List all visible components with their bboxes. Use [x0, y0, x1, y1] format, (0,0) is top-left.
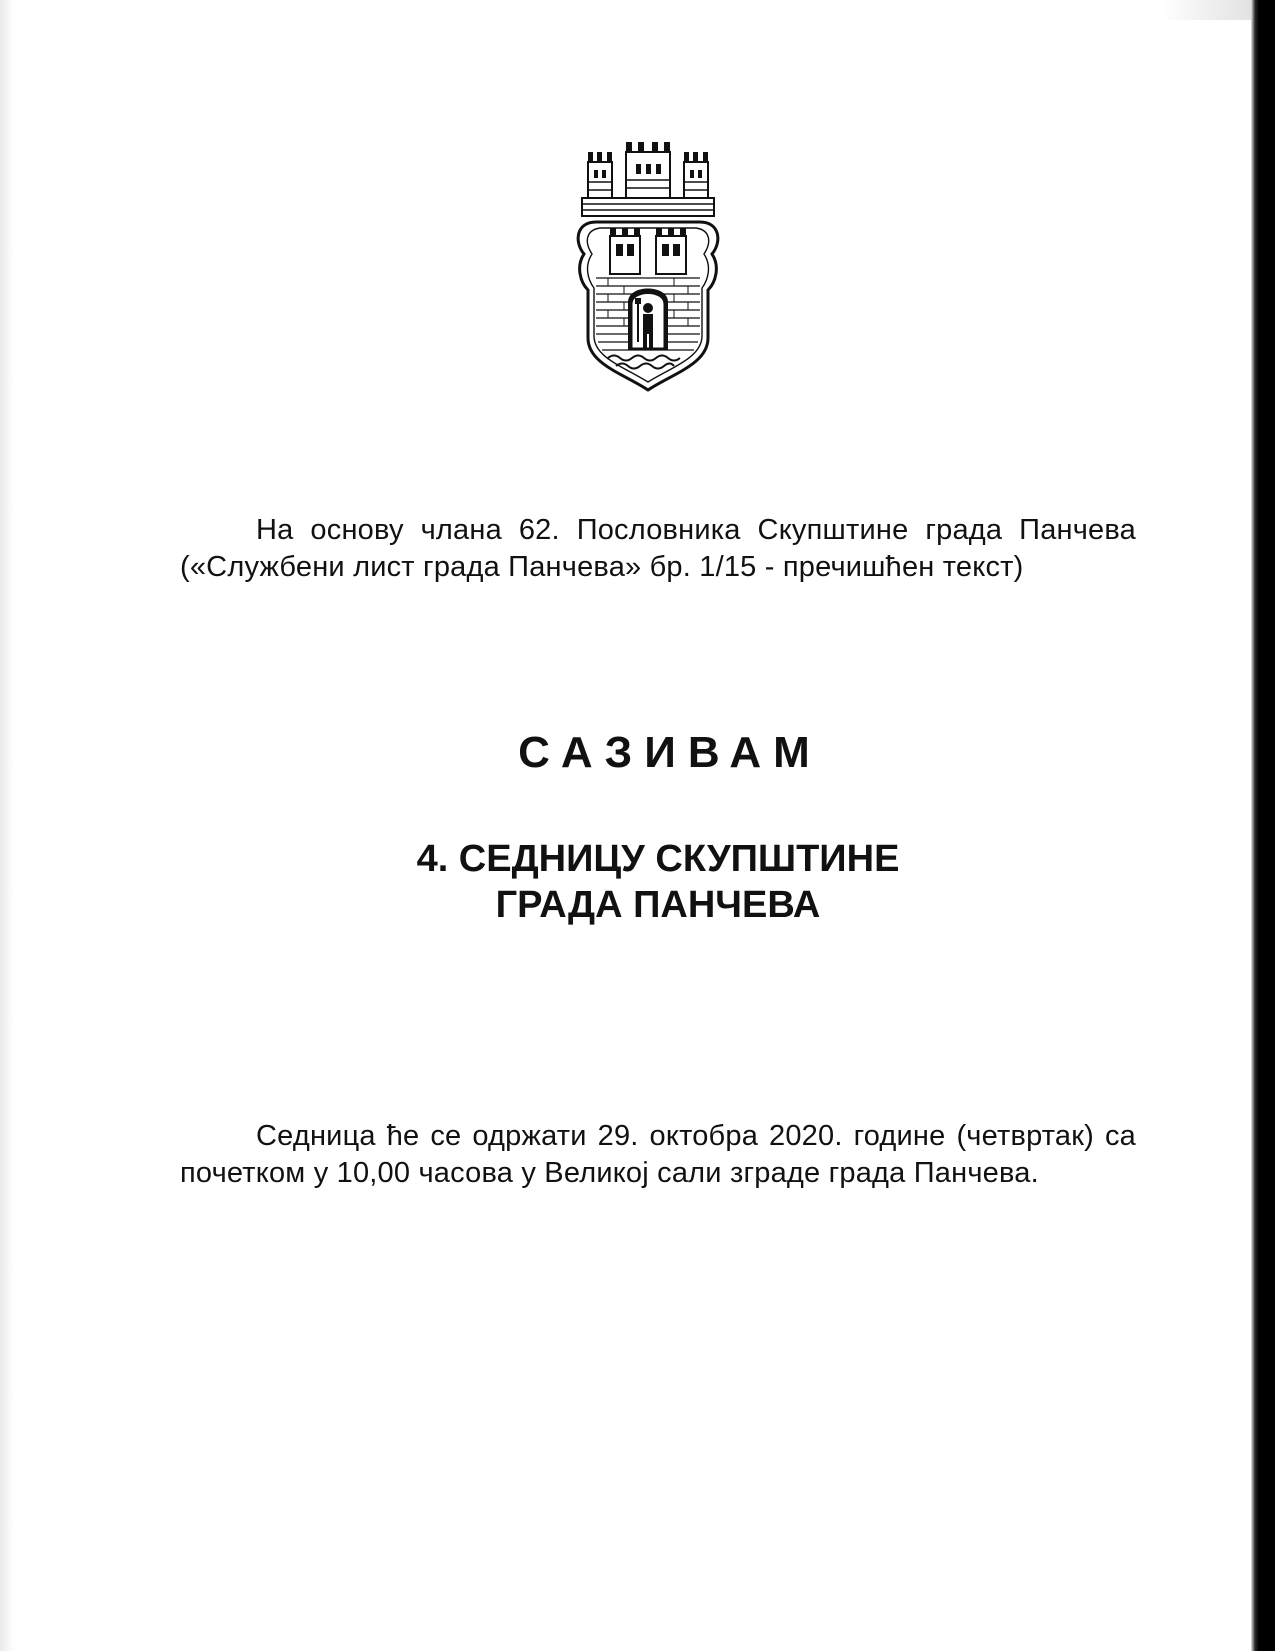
session-title-line2: ГРАДА ПАНЧЕВА [495, 884, 821, 926]
pancevo-coat-of-arms-icon [574, 138, 722, 393]
intro-paragraph: На основу члана 62. Пословника Скупштине града Панчева («Службени лист града Панчева» бр. 1/15 - пречишћен текст) [180, 514, 1136, 583]
convene-heading: САЗИВАМ [518, 728, 822, 777]
scan-left-edge [0, 0, 14, 1651]
scan-top-right-smudge [1161, 0, 1251, 20]
session-title-line1: 4. СЕДНИЦУ СКУПШТИНЕ [416, 838, 900, 880]
session-details-paragraph: Седница ће се одржати 29. октобра 2020. године (четвртак) са почетком у 10,00 часова у Великој сали зграде града Панчева. [180, 1120, 1136, 1189]
scan-right-border [1251, 0, 1275, 1651]
session-title [180, 836, 1136, 928]
